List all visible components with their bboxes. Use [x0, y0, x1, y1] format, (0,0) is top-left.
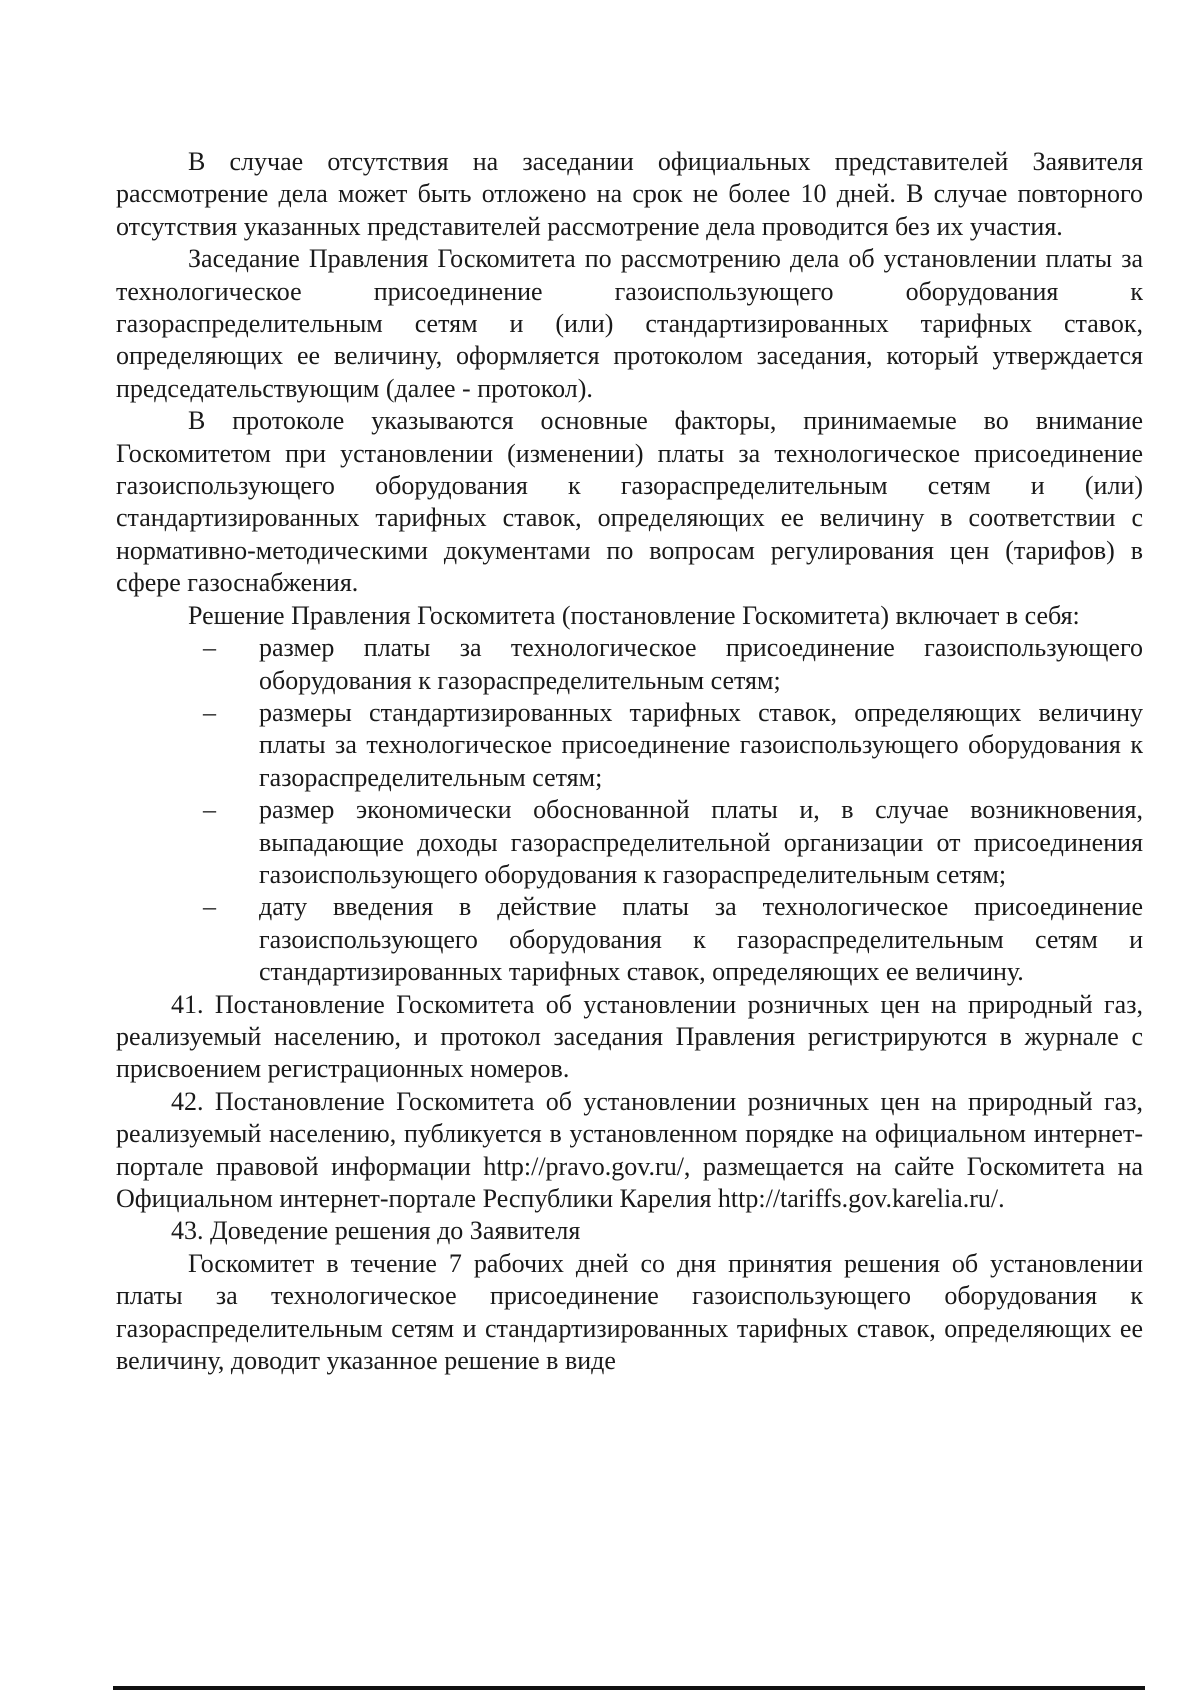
list-item-text: размер платы за технологическое присоединение газоиспользующего оборудования к газораспределительным сетям; — [259, 633, 1143, 695]
bullet-dash: – — [203, 633, 216, 663]
paragraph-meeting-protocol: Заседание Правления Госкомитета по рассмотрению дела об установлении платы за технологическое присоединение газоиспользующего оборудования к газораспределительным сетям и (или) стандартизированных тарифных ставок, определяющих ее величину, оформляется протоколом заседания, который утверждается председательствующим (далее - протокол). — [116, 244, 1143, 403]
bullet-dash: – — [203, 697, 216, 727]
paragraph-postponement: В случае отсутствия на заседании официальных представителей Заявителя рассмотрение дела может быть отложено на срок не более 10 дней. В случае повторного отсутствия указанных представителей рассмотрение дела проводится без их участия. — [116, 147, 1143, 241]
paragraph-decision-delivery: Госкомитет в течение 7 рабочих дней со дня принятия решения об установлении платы за технологическое присоединение газоиспользующего оборудования к газораспределительным сетям и стандартизированных тарифных ставок, определяющих ее величину, доводит указанное решение в виде — [116, 1248, 1143, 1376]
paragraph-protocol-factors: В протоколе указываются основные факторы, принимаемые во внимание Госкомитетом при установлении (изменении) платы за технологическое присоединение газоиспользующего оборудования к газораспределительным сетям и (или) стандартизированных тарифных ставок, определяющих ее величину в соответствии с нормативно-методическими документами по вопросам регулирования цен (тарифов) в сфере газоснабжения. — [116, 406, 1143, 598]
bullet-dash: – — [203, 795, 216, 825]
document-body — [116, 146, 1143, 1377]
bullet-dash: – — [203, 892, 216, 922]
list-item — [203, 891, 1143, 988]
list-item-text: размер экономически обоснованной платы и, в случае возникновения, выпадающие доходы газораспределительной организации от присоединения газоиспользующего оборудования к газораспределительным сетям; — [259, 795, 1143, 889]
list-item-text: размеры стандартизированных тарифных ставок, определяющих величину платы за технологическое присоединение газоиспользующего оборудования к газораспределительным сетям; — [259, 697, 1143, 792]
list-item — [203, 697, 1143, 794]
page-bottom-rule — [113, 1686, 1145, 1690]
list-item-text: дату введения в действие платы за технологическое присоединение газоиспользующего оборудования к газораспределительным сетям и стандартизированных тарифных ставок, определяющих ее величину. — [259, 892, 1143, 987]
paragraph-42-publication: 42. Постановление Госкомитета об установлении розничных цен на природный газ, реализуемый населению, публикуется в установленном порядке на официальном интернет-портале правовой информации http://pravo.gov.ru/, размещается на сайте Госкомитета на Официальном интернет-портале Республики Карелия http://tariffs.gov.karelia.ru/. — [116, 1086, 1143, 1213]
paragraph-43-heading: 43. Доведение решения до Заявителя — [171, 1216, 581, 1246]
decision-items-list — [116, 632, 1143, 988]
list-item — [203, 632, 1143, 697]
paragraph-decision-includes: Решение Правления Госкомитета (постановление Госкомитета) включает в себя: — [188, 600, 1080, 630]
list-item — [203, 794, 1143, 891]
paragraph-41-registration: 41. Постановление Госкомитета об установлении розничных цен на природный газ, реализуемый населению, и протокол заседания Правления регистрируются в журнале с присвоением регистрационных номеров. — [116, 989, 1143, 1084]
